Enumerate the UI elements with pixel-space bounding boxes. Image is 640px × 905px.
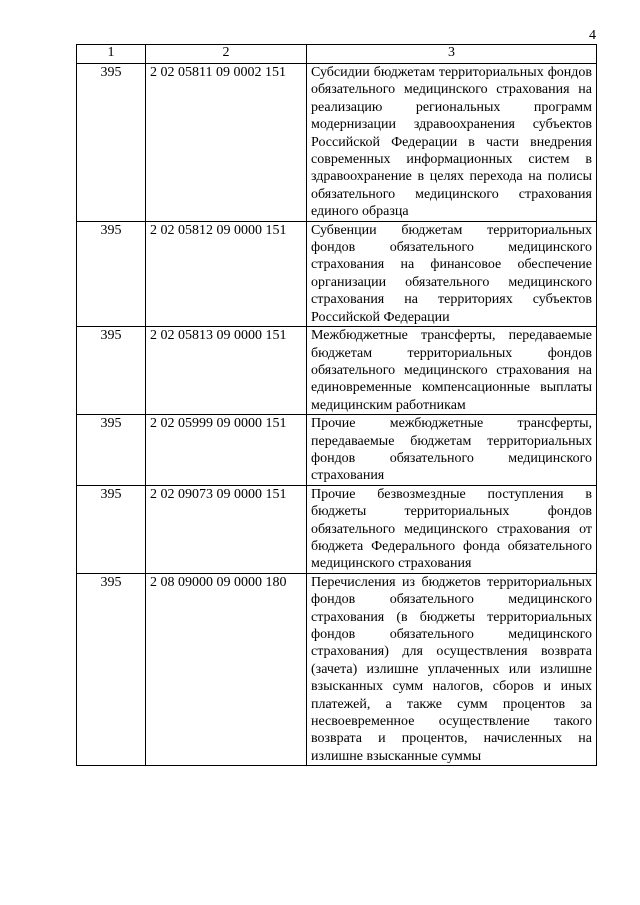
column-header-1: 1 xyxy=(77,45,146,64)
column-header-3: 3 xyxy=(307,45,597,64)
table-row xyxy=(77,327,597,415)
admin-code-cell: 395 xyxy=(77,485,146,573)
kbk-code-cell: 2 02 05811 09 0002 151 xyxy=(146,64,307,222)
column-header-2: 2 xyxy=(146,45,307,64)
table-row xyxy=(77,573,597,765)
income-name-cell: Перечисления из бюджетов территориальных фондов обязательного медицинского страхования (в бюджеты территориальных фондов обязательного медицинского страхования) для осуществления возврата (зачета) излишне уплаченных или излишне взысканных сумм налогов, сборов и иных платежей, а также сумм процентов за несвоевременное осуществление такого возврата и процентов, начисленных на излишне взысканные суммы xyxy=(307,573,597,765)
table-row xyxy=(77,485,597,573)
admin-code-cell: 395 xyxy=(77,64,146,222)
table-row xyxy=(77,415,597,486)
budget-classification-table xyxy=(76,44,597,766)
kbk-code-cell: 2 02 09073 09 0000 151 xyxy=(146,485,307,573)
admin-code-cell: 395 xyxy=(77,573,146,765)
admin-code-cell: 395 xyxy=(77,327,146,415)
admin-code-cell: 395 xyxy=(77,415,146,486)
kbk-code-cell: 2 02 05812 09 0000 151 xyxy=(146,221,307,326)
table-row xyxy=(77,64,597,222)
income-name-cell: Межбюджетные трансферты, передаваемые бюджетам территориальных фондов обязательного медицинского страхования на единовременные компенсационные выплаты медицинским работникам xyxy=(307,327,597,415)
table-header-row xyxy=(77,45,597,64)
income-name-cell: Прочие межбюджетные трансферты, передаваемые бюджетам территориальных фондов обязательного медицинского страхования xyxy=(307,415,597,486)
kbk-code-cell: 2 08 09000 09 0000 180 xyxy=(146,573,307,765)
income-name-cell: Субвенции бюджетам территориальных фондов обязательного медицинского страхования на финансовое обеспечение организации обязательного медицинского страхования на территориях субъектов Российской Федерации xyxy=(307,221,597,326)
income-name-cell: Субсидии бюджетам территориальных фондов обязательного медицинского страхования на реализацию региональных программ модернизации здравоохранения субъектов Российской Федерации в части внедрения современных информационных систем в здравоохранение в целях перехода на полисы обязательного медицинского страхования единого образца xyxy=(307,64,597,222)
admin-code-cell: 395 xyxy=(77,221,146,326)
page-number: 4 xyxy=(589,28,596,43)
kbk-code-cell: 2 02 05813 09 0000 151 xyxy=(146,327,307,415)
kbk-code-cell: 2 02 05999 09 0000 151 xyxy=(146,415,307,486)
table-row xyxy=(77,221,597,326)
income-name-cell: Прочие безвозмездные поступления в бюджеты территориальных фондов обязательного медицинского страхования от бюджета Федерального фонда обязательного медицинского страхования xyxy=(307,485,597,573)
